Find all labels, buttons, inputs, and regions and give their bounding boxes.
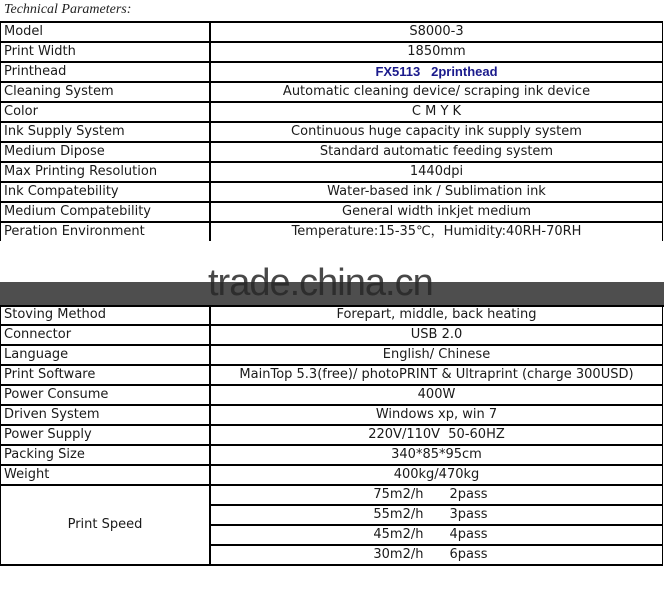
table-row [1, 62, 663, 82]
row-value: S8000-3 [210, 22, 663, 42]
row-value: Automatic cleaning device/ scraping ink device [210, 82, 663, 102]
table-row [1, 182, 663, 202]
row-label: Language [1, 345, 211, 365]
row-label: Model [1, 22, 211, 42]
speed-value [210, 545, 663, 565]
row-value: Continuous huge capacity ink supply system [210, 122, 663, 142]
table-row [1, 425, 663, 445]
table-row [1, 365, 663, 385]
row-value: MainTop 5.3(free)/ photoPRINT & Ultraprint (charge 300USD) [210, 365, 663, 385]
speed-value [210, 485, 663, 505]
table-row [1, 465, 663, 485]
table-row [1, 202, 663, 222]
table-row [1, 162, 663, 182]
row-label: Print Width [1, 42, 211, 62]
table-row [1, 345, 663, 365]
row-value: 220V/110V 50-60HZ [210, 425, 663, 445]
row-value: 1440dpi [210, 162, 663, 182]
table-row [1, 122, 663, 142]
row-label: Printhead [1, 62, 211, 82]
table-row [1, 385, 663, 405]
row-label: Cleaning System [1, 82, 211, 102]
table-row [1, 102, 663, 122]
row-value: Standard automatic feeding system [210, 142, 663, 162]
table-row [1, 222, 663, 241]
print-speed-row [1, 485, 663, 505]
row-value: USB 2.0 [210, 325, 663, 345]
row-value: Windows xp, win 7 [210, 405, 663, 425]
table-row [1, 405, 663, 425]
row-label: Power Consume [1, 385, 211, 405]
row-value: 340*85*95cm [210, 445, 663, 465]
table-row [1, 22, 663, 42]
table-row [1, 82, 663, 102]
row-label: Medium Compatebility [1, 202, 211, 222]
speed-pass: 2pass [449, 487, 488, 502]
speed-rate: 55m2/h [373, 507, 424, 522]
row-label: Connector [1, 325, 211, 345]
speed-pass: 4pass [449, 527, 488, 542]
speed-rate: 75m2/h [373, 487, 424, 502]
table-row [1, 306, 663, 325]
table-row [1, 445, 663, 465]
printhead-value: FX5113 2printhead [210, 62, 663, 82]
row-value: 1850mm [210, 42, 663, 62]
speed-pass: 3pass [449, 507, 488, 522]
row-label: Packing Size [1, 445, 211, 465]
watermark: trade.china.cn [208, 262, 433, 304]
row-label: Power Supply [1, 425, 211, 445]
row-value: 400W [210, 385, 663, 405]
row-label: Ink Compatebility [1, 182, 211, 202]
speed-rate: 45m2/h [373, 527, 424, 542]
table-row [1, 325, 663, 345]
row-label: Weight [1, 465, 211, 485]
table-row [1, 42, 663, 62]
row-label: Max Printing Resolution [1, 162, 211, 182]
row-label: Print Software [1, 365, 211, 385]
row-value: English/ Chinese [210, 345, 663, 365]
row-label: Medium Dipose [1, 142, 211, 162]
row-value: Temperature:15-35℃，Humidity:40RH-70RH [210, 222, 663, 241]
table-row [1, 142, 663, 162]
speed-pass: 6pass [449, 547, 488, 562]
row-value: Water-based ink / Sublimation ink [210, 182, 663, 202]
section-caption: Technical Parameters: [4, 2, 132, 17]
row-label: Driven System [1, 405, 211, 425]
spec-table-bottom [0, 306, 663, 566]
row-value: General width inkjet medium [210, 202, 663, 222]
spec-table-top [0, 21, 663, 241]
row-label: Color [1, 102, 211, 122]
row-label: Stoving Method [1, 306, 211, 325]
speed-value [210, 505, 663, 525]
speed-rate: 30m2/h [373, 547, 424, 562]
row-label: Ink Supply System [1, 122, 211, 142]
row-label: Peration Environment [1, 222, 211, 241]
row-value: C M Y K [210, 102, 663, 122]
print-speed-label: Print Speed [1, 485, 211, 565]
row-value: Forepart, middle, back heating [210, 306, 663, 325]
row-value: 400kg/470kg [210, 465, 663, 485]
speed-value [210, 525, 663, 545]
